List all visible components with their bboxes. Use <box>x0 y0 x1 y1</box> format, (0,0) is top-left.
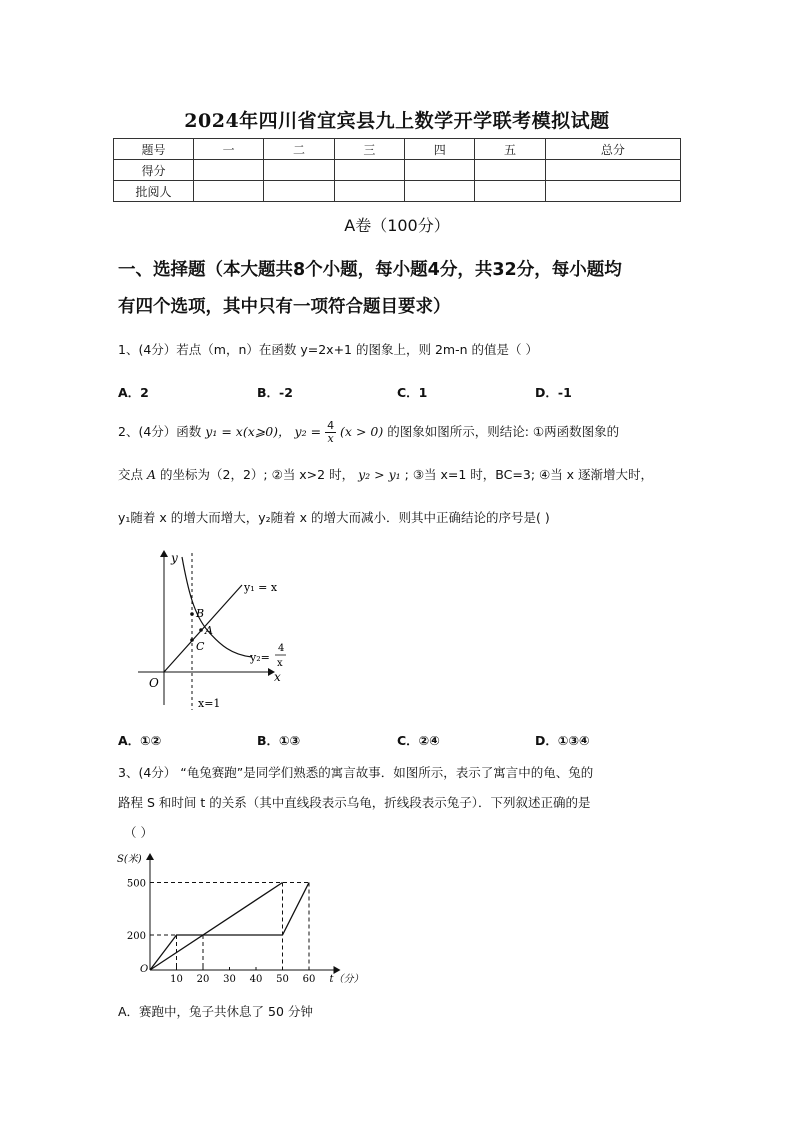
question-3-line2: 路程 S 和时间 t 的关系（其中直线段表示乌龟，折线段表示兔子）．下列叙述正确的是 <box>118 795 591 810</box>
fraction-numerator: 4 <box>327 419 335 432</box>
x-tick-label: 20 <box>196 974 210 985</box>
x-tick-label: 60 <box>302 974 316 985</box>
series-line-hare <box>150 883 309 971</box>
table-cell <box>475 181 545 202</box>
point-a <box>199 628 203 632</box>
label-y2-numerator: 4 <box>278 643 285 654</box>
table-cell: 三 <box>334 139 404 160</box>
q2-text-segment: ; ③当 x=1 时，BC=3; ④当 x 逐渐增大时， <box>404 467 654 482</box>
page-title: 2024年四川省宜宾县九上数学开学联考模拟试题 <box>184 110 610 132</box>
table-row <box>114 181 681 202</box>
table-cell: 总分 <box>545 139 680 160</box>
x-tick-label: 10 <box>170 974 183 985</box>
question-3-line1: 3、(4分） “龟兔赛跑”是同学们熟悉的寓言故事．如图所示，表示了寓言中的龟、兔的 <box>118 765 594 780</box>
score-table <box>113 138 681 202</box>
line-y1 <box>164 585 242 672</box>
q1-option-b: B．-2 <box>257 385 293 400</box>
q1-option-c: C．1 <box>397 385 428 400</box>
table-cell <box>194 181 264 202</box>
y-tick-label: 500 <box>126 878 146 890</box>
section-heading-line1: 一、选择题（本大题共8个小题，每小题4分，共32分，每小题均 <box>118 260 622 280</box>
y-tick-label: 200 <box>126 931 146 942</box>
x-tick-label: 50 <box>276 974 289 985</box>
q1-option-d: D．-1 <box>535 385 572 400</box>
question-2-line3: y₁随着 x 的增大而增大，y₂随着 x 的增大而减小．则其中正确结论的序号是( ) <box>118 510 550 525</box>
q2-prefix: 2、(4分）函数 <box>118 424 202 439</box>
y-axis-label: S(米) <box>117 854 142 865</box>
table-cell: 批阅人 <box>114 181 194 202</box>
label-a: A <box>205 624 213 637</box>
table-cell: 五 <box>475 139 545 160</box>
label-y2-lhs: y₂= <box>250 651 270 664</box>
table-row <box>114 139 681 160</box>
point-c <box>190 638 194 642</box>
table-cell <box>475 160 545 181</box>
q2-option-d: D．①③④ <box>535 733 590 748</box>
table-cell <box>405 160 475 181</box>
question-1-text: 1、(4分）若点（m，n）在函数 y=2x+1 的图象上，则 2m-n 的值是（ ） <box>118 342 538 357</box>
table-cell: 四 <box>405 139 475 160</box>
q2-y2-fraction <box>325 420 336 445</box>
q2-text-segment: 交点 <box>118 467 144 482</box>
q2-text-segment: 的坐标为（2，2）; ②当 x>2 时， <box>160 467 355 482</box>
table-cell <box>545 160 680 181</box>
section-heading-line2: 有四个选项，其中只有一项符合题目要求） <box>118 297 451 317</box>
q2-point-a-label: A <box>147 467 157 482</box>
table-cell <box>264 160 334 181</box>
label-c: C <box>196 640 205 653</box>
x-tick-label: 40 <box>249 974 263 985</box>
label-b: B <box>196 607 205 620</box>
table-cell: 一 <box>194 139 264 160</box>
q3-option-a: A．赛跑中，兔子共休息了 50 分钟 <box>118 1004 313 1019</box>
point-b <box>190 612 194 616</box>
q2-function-graph <box>130 545 300 715</box>
table-cell <box>334 160 404 181</box>
table-cell: 题号 <box>114 139 194 160</box>
origin-label: O <box>140 964 149 975</box>
paper-part-heading: A卷（100分） <box>344 216 450 235</box>
question-2-line1 <box>118 420 619 445</box>
x-tick-label: 30 <box>223 974 236 985</box>
table-cell <box>194 160 264 181</box>
table-cell <box>545 181 680 202</box>
table-row <box>114 160 681 181</box>
x-axis-label: t（分） <box>329 974 364 985</box>
table-cell <box>264 181 334 202</box>
table-cell: 二 <box>264 139 334 160</box>
fraction-denominator: x <box>327 432 334 445</box>
q2-y2-condition: (x > 0) <box>340 424 384 439</box>
series-line-tortoise <box>150 883 283 971</box>
table-cell: 得分 <box>114 160 194 181</box>
label-y2-denominator: x <box>277 658 283 669</box>
q2-y1-definition: y₁ = x(x⩾0)， <box>205 424 291 439</box>
label-x: x <box>274 670 281 684</box>
q2-option-c: C．②④ <box>397 733 440 748</box>
q2-inequality: y₂ > y₁ <box>358 467 401 482</box>
table-cell <box>405 181 475 202</box>
label-y: y <box>171 551 178 565</box>
label-y1-equation: y₁ = x <box>244 581 278 594</box>
q2-option-b: B．①③ <box>257 733 301 748</box>
q1-option-a: A．2 <box>118 385 149 400</box>
table-cell <box>334 181 404 202</box>
label-origin: O <box>149 676 159 690</box>
q3-distance-time-chart <box>115 850 364 990</box>
question-2-line2 <box>118 465 653 483</box>
q2-option-a: A．①② <box>118 733 162 748</box>
question-3-line3: （ ） <box>124 825 153 840</box>
q2-line1-rest: 的图象如图所示，则结论: ①两函数图象的 <box>387 424 620 439</box>
q2-y2-lhs: y₂ = <box>294 424 322 439</box>
label-x-equals-1: x=1 <box>198 697 221 710</box>
